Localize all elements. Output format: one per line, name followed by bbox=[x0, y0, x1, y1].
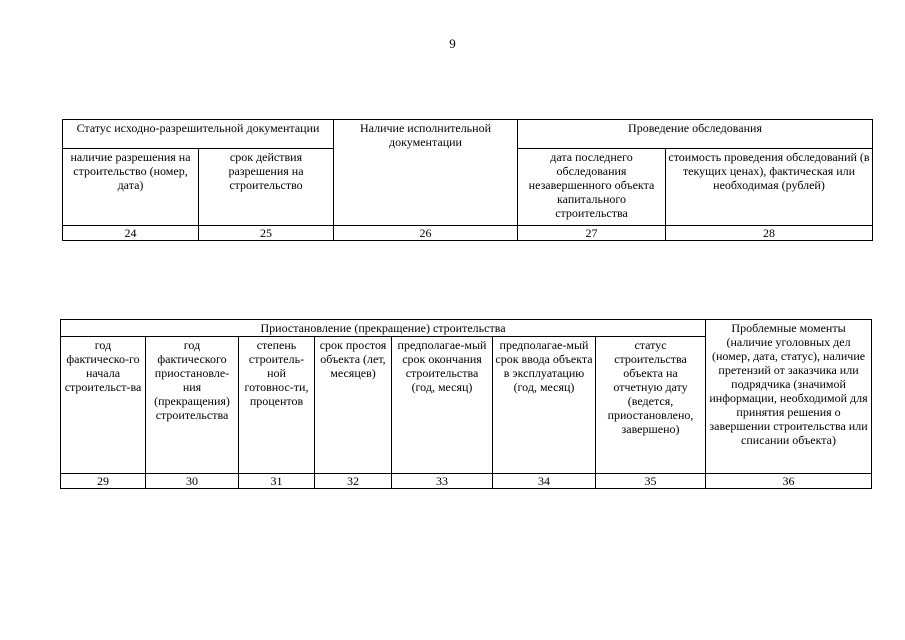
header-planned-completion: предполагае-мый срок окончания строительства (год, месяц) bbox=[392, 337, 493, 474]
header-permit: наличие разрешения на строительство (номер, дата) bbox=[63, 149, 199, 226]
header-inspection-cost: стоимость проведения обследований (в текущих ценах), фактическая или необходимая (рублей) bbox=[666, 149, 873, 226]
header-start-year: год фактическо-го начала строительст-ва bbox=[61, 337, 146, 474]
header-downtime: срок простоя объекта (лет, месяцев) bbox=[315, 337, 392, 474]
column-number: 31 bbox=[239, 474, 315, 489]
column-number: 24 bbox=[63, 226, 199, 241]
column-number: 36 bbox=[706, 474, 872, 489]
header-construction-status: статус строительства объекта на отчетную дату (ведется, приостановлено, завершено) bbox=[596, 337, 706, 474]
inspection-documentation-table bbox=[62, 119, 873, 241]
page-number: 9 bbox=[449, 36, 456, 51]
column-number: 29 bbox=[61, 474, 146, 489]
header-status-documentation: Статус исходно-разрешительной документации bbox=[63, 120, 334, 149]
column-number: 30 bbox=[146, 474, 239, 489]
column-number: 33 bbox=[392, 474, 493, 489]
column-number: 26 bbox=[334, 226, 518, 241]
header-last-inspection-date: дата последнего обследования незавершенного объекта капитального строительства bbox=[518, 149, 666, 226]
header-suspension-year: год фактического приостановле-ния (прекращения) строительства bbox=[146, 337, 239, 474]
column-number: 28 bbox=[666, 226, 873, 241]
column-number: 27 bbox=[518, 226, 666, 241]
header-planned-commissioning: предполагае-мый срок ввода объекта в эксплуатацию (год, месяц) bbox=[493, 337, 596, 474]
header-inspection: Проведение обследования bbox=[518, 120, 873, 149]
column-number: 25 bbox=[199, 226, 334, 241]
header-problem-points: Проблемные моменты (наличие уголовных дел (номер, дата, статус), наличие претензий от заказчика или подрядчика (значимой информации, необходимой для принятия решения о завершении строительства или списании объекта) bbox=[706, 320, 872, 474]
header-executive-documentation: Наличие исполнительной документации bbox=[334, 120, 518, 226]
column-number: 32 bbox=[315, 474, 392, 489]
header-suspension: Приостановление (прекращение) строительства bbox=[61, 320, 706, 337]
column-number: 34 bbox=[493, 474, 596, 489]
header-readiness: степень строитель-ной готовнос-ти, процентов bbox=[239, 337, 315, 474]
construction-suspension-table bbox=[60, 319, 872, 489]
column-number: 35 bbox=[596, 474, 706, 489]
header-permit-term: срок действия разрешения на строительство bbox=[199, 149, 334, 226]
